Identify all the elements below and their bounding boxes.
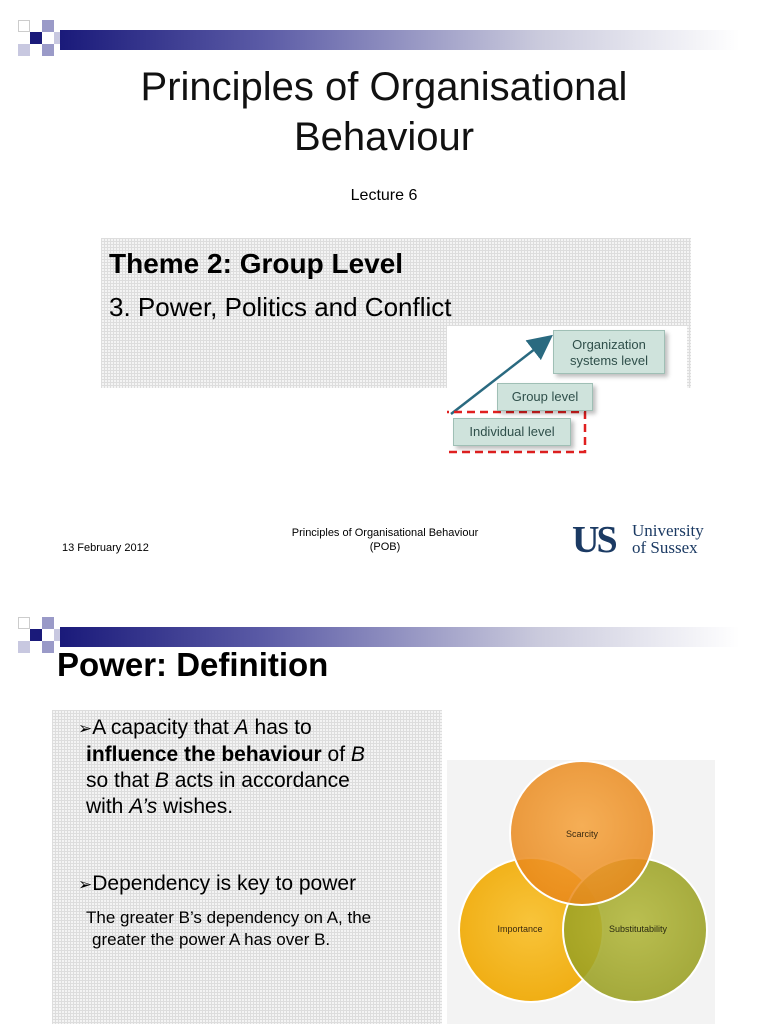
b1-text7: wishes. (157, 795, 234, 818)
b1-text6: with (86, 795, 130, 818)
bullet-dependency (78, 871, 356, 898)
b2-text: Dependency is key to power (92, 872, 357, 895)
levels-diagram (447, 326, 687, 466)
footer-date: 13 February 2012 (62, 542, 149, 554)
university-logo (572, 520, 722, 560)
level-organization (553, 330, 665, 374)
footer-course-line1: Principles of Organisational Behaviour (291, 527, 479, 539)
b1-b2: B (154, 769, 169, 792)
level-group-label: Group level (511, 389, 579, 404)
bullet-arrow-icon: ➢ (78, 719, 93, 738)
b1-text1: A capacity that (92, 716, 235, 739)
level-individual-label: Individual level (469, 424, 555, 439)
title-line-1: Principles of Organisational (140, 65, 628, 109)
footer-course-line2: (POB) (369, 541, 401, 553)
b1-bold: influence the behaviour (86, 743, 322, 766)
sub-line1: The greater B’s dependency on A, the (86, 908, 372, 927)
b1-a2: A’s (129, 795, 158, 818)
title-line-2: Behaviour (293, 115, 475, 159)
theme-subtitle: 3. Power, Politics and Conflict (109, 292, 452, 322)
slide2-title: Power: Definition (57, 646, 329, 683)
footer-course (260, 526, 510, 554)
bullet-capacity (78, 715, 365, 820)
lecture-number: Lecture 6 (350, 187, 418, 204)
venn-label-scarcity: Scarcity (565, 829, 599, 839)
level-group (497, 383, 593, 411)
slide1-title (0, 62, 768, 162)
venn-label-importance: Importance (497, 924, 543, 934)
bullet-arrow-icon: ➢ (78, 875, 93, 894)
logo-letters: US (572, 519, 615, 561)
b1-text5: acts in accordance (168, 769, 350, 792)
b1-a1: A (234, 716, 249, 739)
logo-line1: University (632, 521, 704, 540)
sub-line2: greater the power A has over B. (92, 930, 331, 949)
logo-line2: of Sussex (632, 538, 698, 557)
theme-heading: Theme 2: Group Level (109, 248, 404, 279)
dependency-explanation (86, 907, 371, 951)
b1-text4: so that (86, 769, 155, 792)
venn-label-substitutability: Substitutability (608, 924, 668, 934)
b1-b1: B (350, 743, 365, 766)
level-org-line1: Organization (572, 337, 646, 352)
slide1-header-bar (18, 20, 740, 60)
b1-text3: of (321, 743, 351, 766)
level-org-line2: systems level (569, 353, 649, 368)
power-venn-diagram (447, 760, 715, 1024)
level-individual (453, 418, 571, 446)
b1-text2: has to (248, 716, 312, 739)
